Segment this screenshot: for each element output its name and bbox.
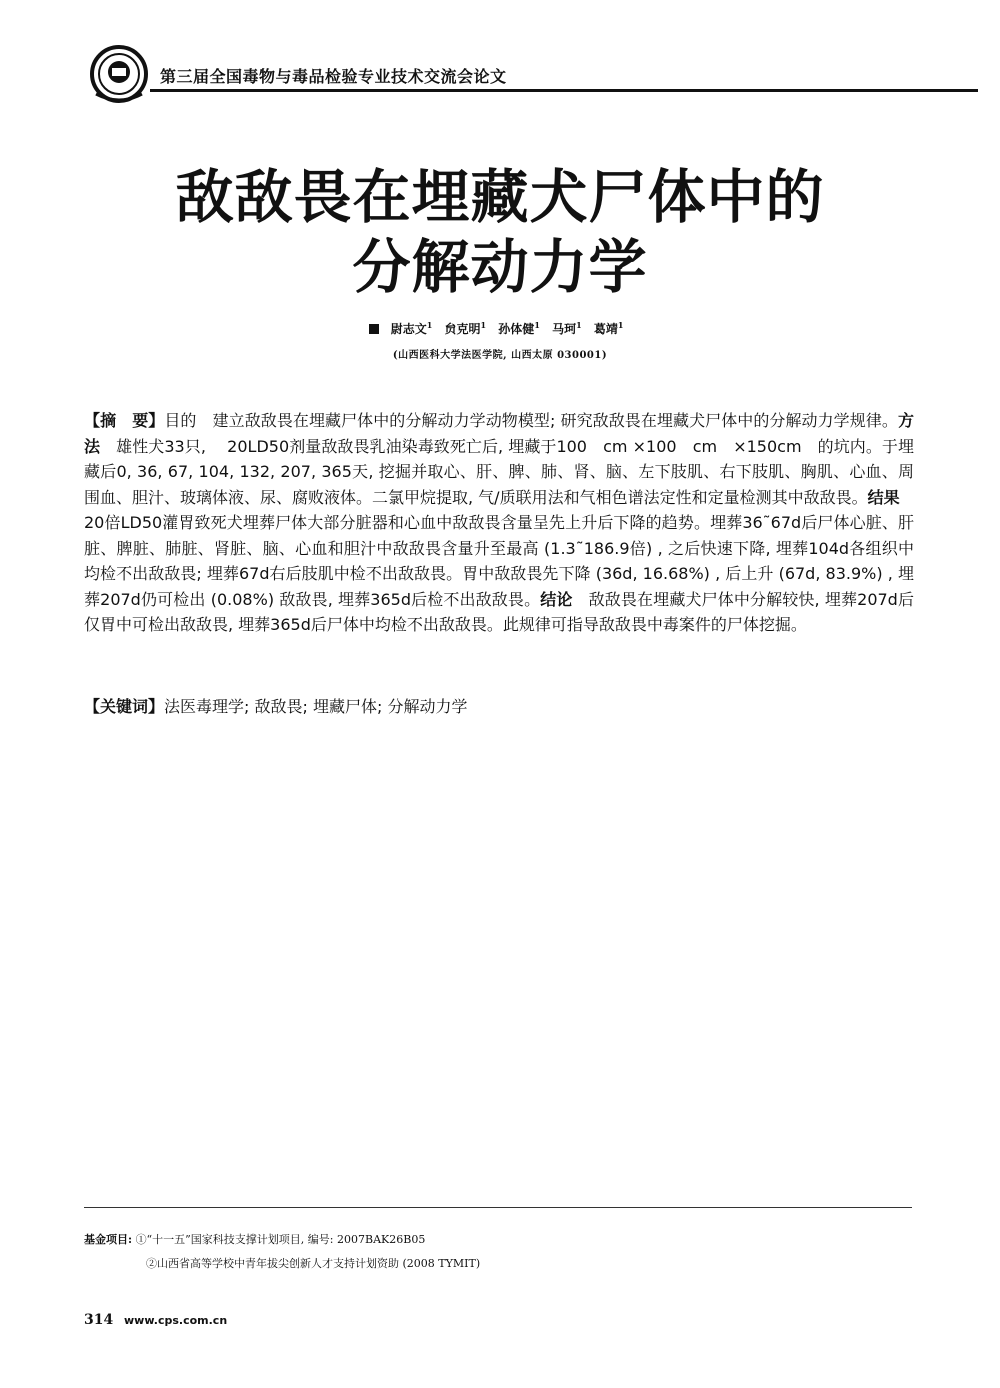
author: 贠克明$^1$ [444,320,487,336]
conclusion-label: 结论 [540,589,573,609]
abstract [84,408,914,638]
paper-title [0,162,1000,302]
header-rule [150,89,978,92]
affiliation: (山西医科大学法医学院, 山西太原 030001) [392,350,608,361]
abstract-label: 【摘 要】 [84,411,165,430]
funding-label: 基金项目: [84,1233,133,1246]
title-line-2: 分解动力学 [352,233,648,301]
website-link[interactable]: www.cps.com.cn [124,1314,228,1327]
page-number: 314 [84,1312,114,1328]
author: 孙体健$^1$ [498,320,540,336]
author: 葛靖$^1$ [593,320,624,336]
bullet-square-icon [369,324,379,334]
keywords-label: 【关键词】 [84,697,165,716]
conference-header: 第三届全国毒物与毒品检验专业技术交流会论文 [160,67,507,86]
funding-item-2: ②山西省高等学校中青年拔尖创新人才支持计划资助 (2008 TYMIT) [146,1257,481,1270]
methods-text: 雄性犬33只, 20LD50剂量敌敌畏乳油染毒致死亡后, 埋藏于100 cm ×100 cm ×150cm 的坑内。于埋藏后0, 36, 67, 104, 132, 207, 365天, 挖掘并取心、肝、脾、肺、肾、脑、左下肢肌、右下肢肌、胸肌、心血、周围血、胆汁、玻璃体液、尿、腐败液体。二氯甲烷提取, 气/质联用法和气相色谱法定性和定量检测其中敌敌畏。 [84,436,914,507]
keywords [84,694,914,719]
funding-note [84,1228,914,1276]
title-line-1: 敌敌畏在埋藏犬尸体中的 [175,163,825,231]
conclusion-text: 敌敌畏在埋藏犬尸体中分解较快, 埋葬207d后仅胃中可检出敌敌畏, 埋葬365d后尸体中均检不出敌敌畏。此规律可指导敌敌畏中毒案件的尸体挖掘。 [84,589,914,634]
author: 马珂$^1$ [552,320,582,336]
objective-label: 目的 [164,411,197,430]
author: 尉志文$^1$ [390,320,433,336]
results-label: 结果 [867,487,900,507]
footnote-rule [84,1207,912,1208]
results-text: 20倍LD50灌胃致死犬埋葬尸体大部分脏器和心血中敌敌畏含量呈先上升后下降的趋势。埋葬36˜67d后尸体心脏、肝脏、脾脏、肺脏、肾脏、脑、心血和胆汁中敌敌畏含量升至最高 (1.3˜186.9倍) , 之后快速下降, 埋葬104d各组织中均检不出敌敌畏; 埋葬67d右后肢肌中检不出敌敌畏。胃中敌敌畏先下降 (36d, 16.68%) , 后上升 (67d, 83.9%) , 埋葬207d仍可检出 (0.08%) 敌敌畏, 埋葬365d后检不出敌敌畏。 [84,487,916,609]
keywords-text: 法医毒理学; 敌敌畏; 埋藏尸体; 分解动力学 [164,697,468,716]
objective-text: 建立敌敌畏在埋藏尸体中的分解动力学动物模型; 研究敌敌畏在埋藏犬尸体中的分解动力学规律。 [196,411,898,430]
author-list [0,320,1000,337]
methods-label: 方法 [84,411,914,456]
funding-item-1: ①“十一五”国家科技支撑计划项目, 编号: 2007BAK26B05 [135,1233,426,1246]
police-emblem-icon [88,44,150,106]
